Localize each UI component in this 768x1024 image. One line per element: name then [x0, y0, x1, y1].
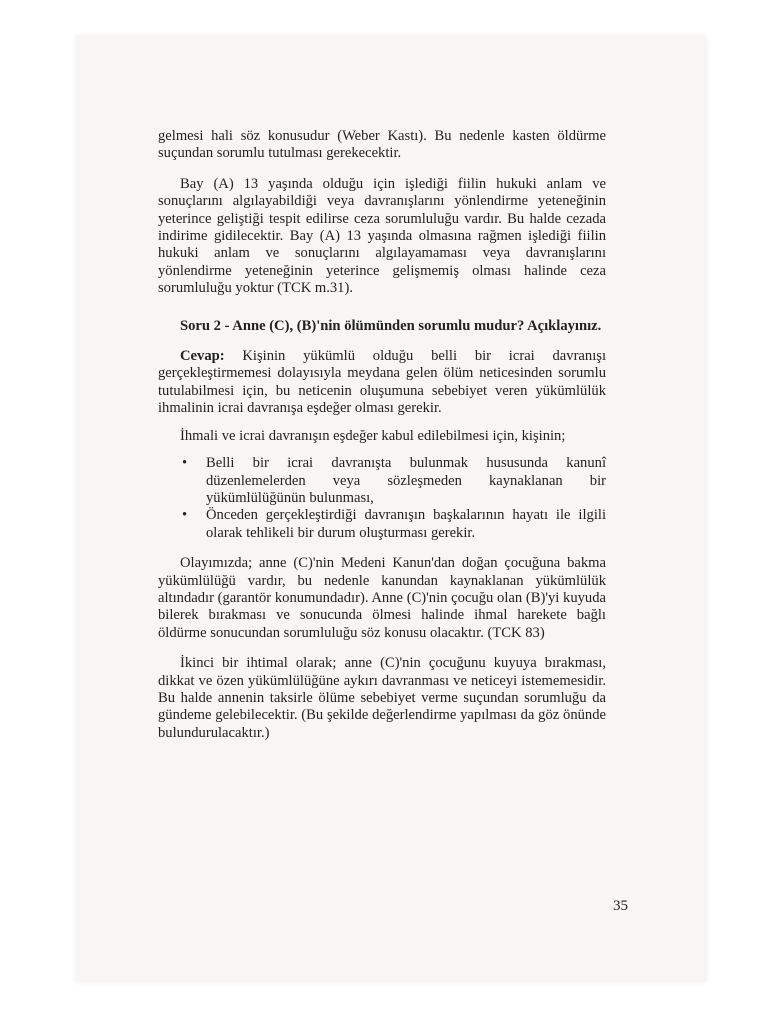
bullet-icon: • — [182, 455, 188, 472]
bullet-icon: • — [182, 507, 188, 524]
paragraph-equivalence-conditions: İhmali ve icrai davranışın eşdeğer kabul edilebilmesi için, kişinin; — [180, 427, 566, 444]
list-item — [182, 507, 606, 542]
list-item — [182, 455, 606, 507]
book-page — [76, 36, 706, 982]
paragraph-weber-kasti: gelmesi hali söz konusudur (Weber Kastı). Bu nedenle kasten öldürme suçundan sorumlu tutulması gerekecektir. — [158, 128, 606, 162]
paragraph-criminal-responsibility: Bay (A) 13 yaşında olduğu için işlediği fiilin hukuki anlam ve sonuçlarını algılayabildiği veya davranışlarını yönlendirme yeteneğinin yeterince geliştiği tespit edilirse ceza sorumluluğu vardır. Bu halde cezada indirime gidilecektir. Bay (A) 13 yaşında olmasına rağmen işlediği fiilin hukuki anlam ve sonuçlarını algılayamaması veya davranışlarını yönlendirme yeteneğinin yeterince gelişmemiş olması halinde ceza sorumluluğu yoktur (TCK m.31). — [158, 175, 606, 297]
list-item-text: Belli bir icrai davranışta bulunmak hususunda kanunî düzenlemelerden veya sözleşmeden kaynaklanan bir yükümlülüğünün bulunması, — [206, 455, 606, 506]
page-content — [158, 128, 606, 742]
answer-text: Kişinin yükümlü olduğu belli bir icrai davranışı gerçekleştirmemesi dolayısıyla meydana gelen ölüm neticesinden sorumlu tutulabilmesi için, bu neticenin oluşumuna sebebiyet veren yükümlülük ihmalinin icrai davranışa eşdeğer olması gerekir. — [158, 348, 606, 417]
paragraph-second-possibility: İkinci bir ihtimal olarak; anne (C)'nin çocuğunu kuyuya bırakması, dikkat ve özen yükümlülüğüne aykırı davranması ve neticeyi istememesidir. Bu halde annenin taksirle ölüme sebebiyet verme suçundan sorumluğu da gündeme gelebilecektir. (Bu şekilde değerlendirme yapılması da göz önünde bulundurulacaktır.) — [158, 655, 606, 741]
question-heading: Soru 2 - Anne (C), (B)'nin ölümünden sorumlu mudur? Açıklayınız. — [180, 317, 602, 334]
conditions-list — [158, 455, 606, 542]
paragraph-case-analysis: Olayımızda; anne (C)'nin Medeni Kanun'dan doğan çocuğuna bakma yükümlülüğü vardır, bu nedenle kanundan kaynaklanan yükümlülük altındadır (garantör konumundadır). Anne (C)'nin çocuğu olan (B)'yi kuyuda bilerek bırakması ve sonucunda ölmesi halinde ihmal harekete bağlı öldürme sonucundan sorumluluğu söz konusu olacaktır. (TCK 83) — [158, 555, 606, 641]
answer-label: Cevap: — [180, 348, 225, 365]
page-number: 35 — [613, 898, 628, 914]
list-item-text: Önceden gerçekleştirdiği davranışın başkalarının hayatı ile ilgili olarak tehlikeli bir durum oluşturması gerekir. — [206, 507, 606, 541]
answer-paragraph — [158, 348, 606, 418]
